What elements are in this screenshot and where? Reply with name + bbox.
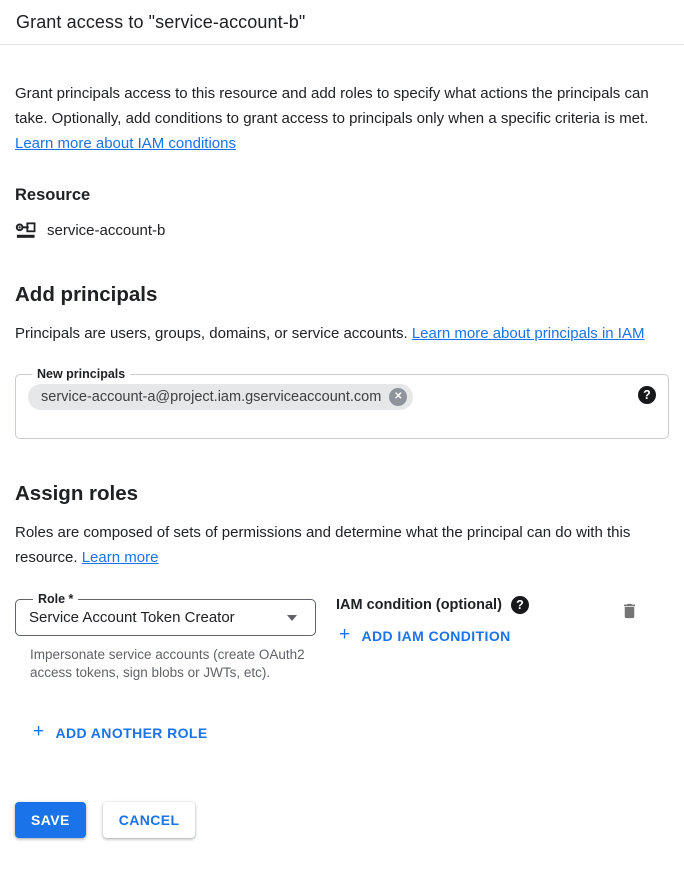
principals-text: Principals are users, groups, domains, or service accounts. — [15, 325, 412, 342]
role-select-value-row — [29, 609, 302, 626]
learn-more-iam-conditions-link[interactable]: Learn more about IAM conditions — [15, 135, 236, 152]
dropdown-arrow-icon — [287, 615, 297, 621]
assign-roles-heading: Assign roles — [15, 482, 139, 505]
service-account-icon — [15, 221, 36, 240]
iam-condition-column — [336, 592, 529, 645]
role-select-label: Role * — [38, 592, 74, 606]
principal-chip-row — [28, 383, 656, 410]
resource-name: service-account-b — [47, 222, 166, 239]
role-column — [15, 592, 316, 681]
iam-condition-help-icon[interactable]: ? — [511, 596, 529, 614]
intro-paragraph — [15, 81, 667, 156]
delete-role-wrapper — [620, 592, 669, 626]
plus-icon: + — [33, 721, 45, 742]
cancel-button[interactable]: CANCEL — [103, 802, 196, 838]
resource-row — [15, 221, 669, 240]
iam-condition-label-row — [336, 596, 529, 614]
dialog-content — [0, 81, 684, 838]
dialog-title: Grant access to "service-account-b" — [16, 12, 306, 32]
add-iam-condition-label: ADD IAM CONDITION — [361, 627, 511, 644]
resource-heading: Resource — [15, 186, 91, 204]
principals-paragraph — [15, 321, 667, 346]
delete-role-button[interactable] — [620, 601, 639, 621]
role-select[interactable] — [15, 592, 316, 636]
chip-remove-icon[interactable]: ✕ — [389, 388, 407, 406]
principals-help-wrapper — [638, 386, 656, 404]
save-button[interactable]: SAVE — [15, 802, 86, 838]
add-another-role-label: ADD ANOTHER ROLE — [55, 724, 208, 741]
learn-more-roles-link[interactable]: Learn more — [81, 549, 159, 566]
dialog-header — [0, 0, 684, 45]
roles-text: Roles are composed of sets of permissions and determine what the principal can do with this resource. — [15, 524, 631, 566]
role-select-value: Service Account Token Creator — [29, 609, 235, 626]
help-icon[interactable]: ? — [638, 386, 656, 404]
roles-paragraph — [15, 520, 667, 570]
principal-chip[interactable] — [28, 384, 413, 410]
intro-text: Grant principals access to this resource and add roles to specify what actions the principals can take. Optionally, add conditions to grant access to principals only when a specific criteria is met. — [15, 85, 649, 127]
new-principals-label: New principals — [37, 367, 126, 381]
new-principals-field[interactable] — [15, 367, 669, 439]
add-another-role-button[interactable] — [33, 721, 208, 742]
learn-more-principals-link[interactable]: Learn more about principals in IAM — [411, 325, 645, 342]
plus-icon: + — [339, 624, 351, 645]
add-iam-condition-button[interactable] — [339, 624, 511, 645]
iam-condition-label: IAM condition (optional) — [336, 597, 502, 613]
role-row — [15, 592, 669, 681]
add-principals-heading: Add principals — [15, 283, 158, 306]
role-description: Impersonate service accounts (create OAuth2 access tokens, sign blobs or JWTs, etc). — [30, 647, 305, 680]
trash-icon — [620, 601, 639, 621]
principal-chip-value: service-account-a@project.iam.gserviceaccount.com — [41, 389, 382, 405]
dialog-actions — [15, 802, 669, 838]
